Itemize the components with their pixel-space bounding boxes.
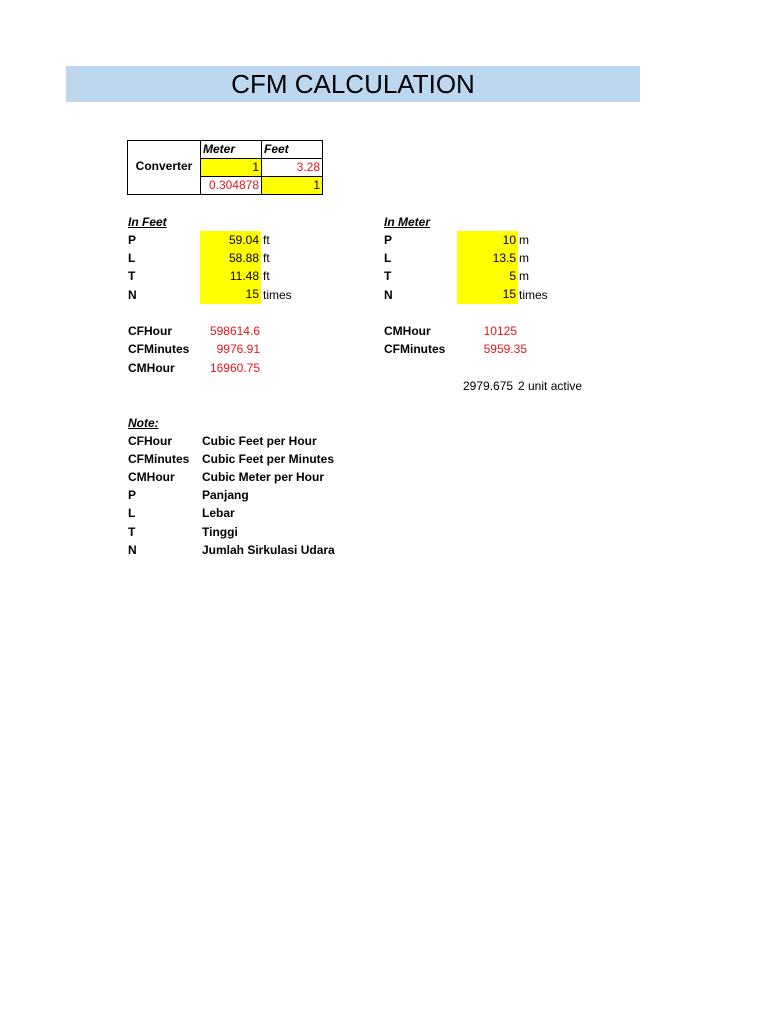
note-desc-t: Tinggi: [202, 525, 238, 539]
note-desc-cmhour: Cubic Meter per Hour: [202, 470, 325, 484]
result-feet-value-cmhour: 16960.75: [209, 361, 260, 375]
result-meter-value-cmhour: 10125: [483, 324, 517, 338]
result-meter-label-cmhour: CMHour: [384, 324, 431, 338]
feet-unit-n: times: [263, 288, 292, 302]
note-desc-n: Jumlah Sirkulasi Udara: [202, 543, 335, 557]
meter-unit-l: m: [519, 251, 529, 265]
meter-value-p[interactable]: 10: [457, 231, 518, 249]
meter-unit-p: m: [519, 233, 529, 247]
feet-value-n[interactable]: 15: [200, 285, 261, 304]
converter-label: Converter: [135, 159, 193, 173]
meter-unit-t: m: [519, 269, 529, 283]
result-meter-value-cfminutes: 5959.35: [483, 342, 527, 356]
meter-label-n: N: [384, 288, 393, 302]
note-key-p: P: [128, 488, 137, 502]
converter-r1-feet: 3.28: [261, 158, 322, 176]
feet-value-l[interactable]: 58.88: [200, 249, 261, 267]
title-bar: [66, 66, 640, 102]
in-meter-heading: In Meter: [384, 215, 431, 229]
page-title: CFM CALCULATION: [231, 69, 475, 99]
feet-label-t: T: [128, 269, 136, 283]
note-desc-p: Panjang: [202, 488, 249, 502]
note-key-cfminutes: CFMinutes: [128, 452, 190, 466]
feet-label-l: L: [128, 251, 136, 265]
converter-r1-meter[interactable]: 1: [200, 158, 261, 176]
meter-label-t: T: [384, 269, 392, 283]
unit-active-text: 2 unit active: [518, 379, 583, 393]
feet-label-n: N: [128, 288, 137, 302]
note-key-n: N: [128, 543, 137, 557]
note-desc-l: Lebar: [202, 506, 235, 520]
result-feet-label-cmhour: CMHour: [128, 361, 175, 375]
result-feet-value-cfhour: 598614.6: [209, 324, 260, 338]
meter-value-t[interactable]: 5: [457, 267, 518, 285]
converter-r2-meter: 0.304878: [200, 176, 261, 194]
note-key-cmhour: CMHour: [128, 470, 175, 484]
unit-active-value: 2979.675: [463, 379, 514, 393]
meter-label-l: L: [384, 251, 392, 265]
result-feet-value-cfminutes: 9976.91: [216, 342, 260, 356]
feet-unit-t: ft: [263, 269, 270, 283]
note-key-cfhour: CFHour: [128, 434, 172, 448]
converter-header-meter: Meter: [200, 141, 261, 158]
meter-unit-n: times: [519, 288, 548, 302]
note-key-l: L: [128, 506, 136, 520]
in-feet-heading: In Feet: [128, 215, 167, 229]
meter-value-n[interactable]: 15: [457, 285, 518, 304]
result-meter-label-cfminutes: CFMinutes: [384, 342, 446, 356]
feet-value-p[interactable]: 59.04: [200, 231, 261, 249]
note-desc-cfhour: Cubic Feet per Hour: [202, 434, 317, 448]
result-feet-label-cfhour: CFHour: [128, 324, 172, 338]
meter-value-l[interactable]: 13.5: [457, 249, 518, 267]
note-desc-cfminutes: Cubic Feet per Minutes: [202, 452, 335, 466]
feet-value-t[interactable]: 11.48: [200, 267, 261, 285]
converter-r2-feet[interactable]: 1: [261, 176, 322, 194]
feet-unit-l: ft: [263, 251, 270, 265]
feet-unit-p: ft: [263, 233, 270, 247]
note-heading: Note:: [128, 416, 159, 430]
result-feet-label-cfminutes: CFMinutes: [128, 342, 190, 356]
note-key-t: T: [128, 525, 136, 539]
feet-label-p: P: [128, 233, 137, 247]
converter-header-feet: Feet: [261, 141, 322, 158]
meter-label-p: P: [384, 233, 393, 247]
